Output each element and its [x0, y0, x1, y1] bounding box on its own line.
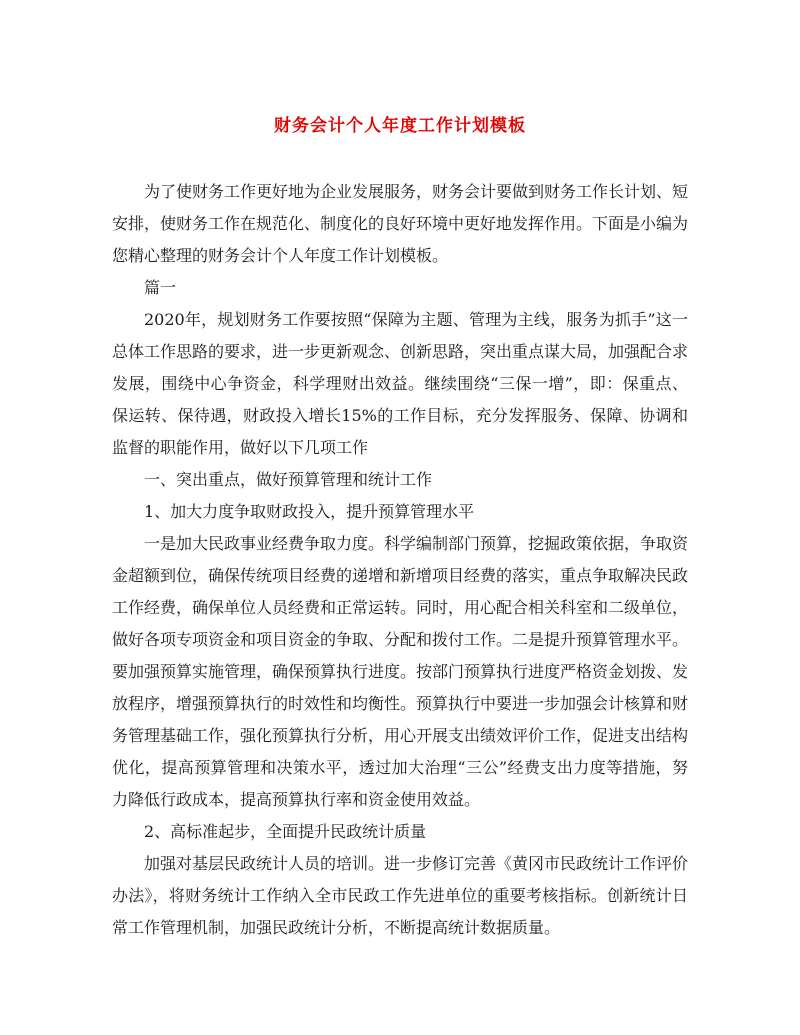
subsection-heading-2: 2、高标准起步，全面提升民政统计质量 — [144, 822, 427, 841]
section-heading-1: 一、突出重点，做好预算管理和统计工作 — [144, 470, 433, 489]
paragraph-statistics: 加强对基层民政统计人员的培训。进一步修订完善《黄冈市民政统计工作评价办法》，将财务统计工作纳入全市民政工作先进单位的重要考核指标。创新统计日常工作管理机制，加强民政统计分析，不断提高统计数据质量。 — [112, 854, 689, 937]
paragraph-overview: 2020年，规划财务工作要按照“保障为主题、管理为主线，服务为抓手”这一总体工作思路的要求，进一步更新观念、创新思路，突出重点谋大局，加强配合求发展，围绕中心争资金，科学理财出效益。继续围绕“三保一增”，即：保重点、保运转、保待遇，财政投入增长15%的工作目标，充分发挥服务、保障、协调和监督的职能作用，做好以下几项工作 — [112, 310, 689, 457]
document-title: 财务会计个人年度工作计划模板 — [274, 116, 526, 136]
paragraph-budget: 一是加大民政事业经费争取力度。科学编制部门预算，挖掘政策依据，争取资金超额到位，确保传统项目经费的递增和新增项目经费的落实，重点争取解决民政工作经费，确保单位人员经费和正常运转。同时，用心配合相关科室和二级单位，做好各项专项资金和项目资金的争取、分配和拨付工作。二是提升预算管理水平。要加强预算实施管理，确保预算执行进度。按部门预算执行进度严格资金划拨、发放程序，增强预算执行的时效性和均衡性。预算执行中要进一步加强会计核算和财务管理基础工作，强化预算执行分析，用心开展支出绩效评价工作，促进支出结构优化，提高预算管理和决策水平，透过加大治理“三公”经费支出力度等措施，努力降低行政成本，提高预算执行率和资金使用效益。 — [112, 534, 689, 809]
paragraph-part-one-label: 篇一 — [144, 278, 177, 297]
paragraph-intro: 为了使财务工作更好地为企业发展服务，财务会计要做到财务工作长计划、短安排，使财务工作在规范化、制度化的良好环境中更好地发挥作用。下面是小编为您精心整理的财务会计个人年度工作计划模板。 — [112, 182, 689, 265]
subsection-heading-1: 1、加大力度争取财政投入，提升预算管理水平 — [144, 502, 475, 521]
document-body — [112, 176, 688, 944]
